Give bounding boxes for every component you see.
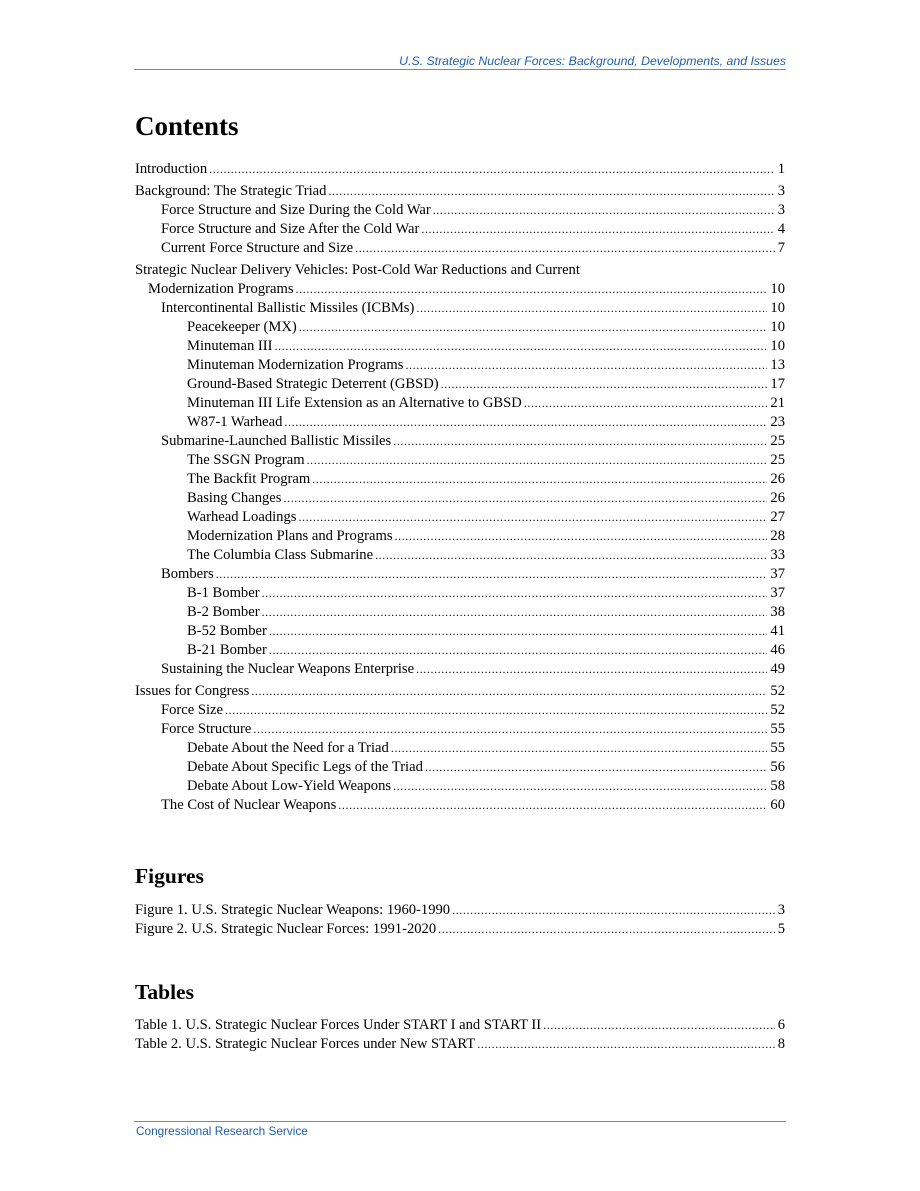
dot-leader	[425, 758, 768, 777]
contents-entry-title: The Cost of Nuclear Weapons	[161, 797, 337, 813]
contents-entry[interactable]	[135, 432, 785, 451]
contents-entry-page: 10	[770, 281, 785, 297]
figures-list	[135, 901, 785, 939]
contents-entry[interactable]	[135, 280, 785, 299]
contents-entry[interactable]	[135, 451, 785, 470]
contents-entry-page: 3	[777, 183, 785, 199]
tables-list	[135, 1016, 785, 1054]
contents-entry[interactable]	[135, 182, 785, 201]
contents-entry-page: 25	[770, 433, 785, 449]
figure-entry-page: 3	[777, 902, 785, 918]
contents-entry-page: 52	[770, 702, 785, 718]
contents-entry-title: Modernization Programs	[148, 281, 294, 297]
contents-entry[interactable]	[135, 239, 785, 258]
contents-entry[interactable]	[135, 720, 785, 739]
contents-entry[interactable]	[135, 299, 785, 318]
contents-entry[interactable]	[135, 489, 785, 508]
contents-entry-title: The Columbia Class Submarine	[187, 547, 374, 563]
contents-entry[interactable]	[135, 413, 785, 432]
dot-leader	[421, 220, 774, 239]
contents-entry[interactable]	[135, 337, 785, 356]
dot-leader	[209, 160, 775, 179]
dot-leader	[441, 375, 768, 394]
table-entry-page: 8	[777, 1036, 785, 1052]
footer-rule	[134, 1121, 786, 1122]
contents-entry-page: 10	[770, 338, 785, 354]
contents-entry-title: Debate About Low-Yield Weapons	[187, 778, 392, 794]
contents-entry-title: Warhead Loadings	[187, 509, 297, 525]
contents-entry-title: Bombers	[161, 566, 214, 582]
dot-leader	[438, 920, 775, 939]
contents-entry-page: 58	[770, 778, 785, 794]
contents-entry[interactable]	[135, 546, 785, 565]
contents-entry-page: 33	[770, 547, 785, 563]
contents-entry-page: 10	[770, 300, 785, 316]
dot-leader	[296, 280, 768, 299]
contents-entry-title: Basing Changes	[187, 490, 282, 506]
contents-entry-title: Submarine-Launched Ballistic Missiles	[161, 433, 392, 449]
contents-entry-page: 27	[770, 509, 785, 525]
contents-entry-title: Force Structure and Size During the Cold War	[161, 202, 431, 218]
contents-entry[interactable]	[135, 739, 785, 758]
dot-leader	[416, 660, 767, 679]
footer-source: Congressional Research Service	[136, 1124, 308, 1138]
dot-leader	[275, 337, 768, 356]
dot-leader	[543, 1016, 775, 1035]
contents-entry-page: 13	[770, 357, 785, 373]
contents-entry[interactable]	[135, 603, 785, 622]
header-rule	[134, 69, 786, 70]
contents-entry-page: 7	[777, 240, 785, 256]
dot-leader	[269, 641, 768, 660]
contents-entry-page: 25	[770, 452, 785, 468]
contents-entry-title: Force Structure	[161, 721, 252, 737]
contents-entry-title: The Backfit Program	[187, 471, 311, 487]
contents-entry-title: Modernization Plans and Programs	[187, 528, 393, 544]
contents-entry[interactable]	[135, 622, 785, 641]
dot-leader	[375, 546, 767, 565]
contents-entry-page: 56	[770, 759, 785, 775]
dot-leader	[262, 603, 768, 622]
dot-leader	[452, 901, 775, 920]
contents-entry-title: Minuteman Modernization Programs	[187, 357, 404, 373]
contents-entry[interactable]	[135, 641, 785, 660]
contents-entry-page: 4	[777, 221, 785, 237]
contents-entry[interactable]	[135, 220, 785, 239]
contents-entry[interactable]	[135, 701, 785, 720]
contents-list	[135, 160, 785, 815]
contents-entry[interactable]	[135, 394, 785, 413]
dot-leader	[477, 1035, 775, 1054]
dot-leader	[298, 508, 767, 527]
contents-entry-title: W87-1 Warhead	[187, 414, 283, 430]
contents-heading: Contents	[135, 111, 239, 141]
dot-leader	[524, 394, 768, 413]
contents-entry-page: 1	[777, 161, 785, 177]
dot-leader	[393, 777, 767, 796]
contents-entry[interactable]	[135, 777, 785, 796]
contents-entry-page: 55	[770, 721, 785, 737]
contents-entry[interactable]	[135, 660, 785, 679]
dot-leader	[312, 470, 767, 489]
contents-entry[interactable]	[135, 356, 785, 375]
figure-entry-title: Figure 1. U.S. Strategic Nuclear Weapons: 1960-1990	[135, 902, 451, 918]
contents-entry[interactable]	[135, 375, 785, 394]
contents-entry[interactable]	[135, 758, 785, 777]
dot-leader	[416, 299, 767, 318]
contents-entry-title: Force Size	[161, 702, 224, 718]
contents-entry-title: Sustaining the Nuclear Weapons Enterprise	[161, 661, 415, 677]
contents-entry[interactable]	[135, 201, 785, 220]
dot-leader	[391, 739, 768, 758]
dot-leader	[253, 720, 767, 739]
contents-entry-title: Issues for Congress	[135, 683, 250, 699]
contents-entry[interactable]	[135, 796, 785, 815]
running-header: U.S. Strategic Nuclear Forces: Background, Developments, and Issues	[399, 54, 786, 68]
contents-entry[interactable]	[135, 565, 785, 584]
dot-leader	[283, 489, 767, 508]
dot-leader	[395, 527, 768, 546]
contents-entry-title: Introduction	[135, 161, 208, 177]
contents-entry[interactable]	[135, 470, 785, 489]
contents-entry-page: 26	[770, 490, 785, 506]
tables-heading: Tables	[135, 980, 194, 1004]
table-entry[interactable]	[135, 1016, 785, 1035]
contents-entry-title: Ground-Based Strategic Deterrent (GBSD)	[187, 376, 439, 392]
contents-entry-title: Force Structure and Size After the Cold War	[161, 221, 420, 237]
contents-entry-page: 26	[770, 471, 785, 487]
contents-entry[interactable]	[135, 682, 785, 701]
figure-entry-page: 5	[777, 921, 785, 937]
contents-entry-page: 41	[770, 623, 785, 639]
contents-entry-title: The SSGN Program	[187, 452, 305, 468]
dot-leader	[262, 584, 768, 603]
dot-leader	[405, 356, 767, 375]
contents-entry-title-line[interactable]: Strategic Nuclear Delivery Vehicles: Post-Cold War Reductions and Current	[135, 262, 580, 278]
contents-entry[interactable]	[135, 318, 785, 337]
contents-entry-page: 60	[770, 797, 785, 813]
dot-leader	[251, 682, 767, 701]
dot-leader	[393, 432, 767, 451]
contents-entry-page: 52	[770, 683, 785, 699]
dot-leader	[355, 239, 775, 258]
contents-entry-title: B-21 Bomber	[187, 642, 267, 658]
table-entry[interactable]	[135, 1035, 785, 1054]
contents-entry-title: Minuteman III	[187, 338, 273, 354]
dot-leader	[225, 701, 767, 720]
dot-leader	[216, 565, 768, 584]
table-entry-title: Table 2. U.S. Strategic Nuclear Forces under New START	[135, 1036, 476, 1052]
contents-entry-title: Minuteman III Life Extension as an Alternative to GBSD	[187, 395, 522, 411]
contents-entry-title: Intercontinental Ballistic Missiles (ICBMs)	[161, 300, 415, 316]
dot-leader	[299, 318, 768, 337]
contents-entry[interactable]	[135, 584, 785, 603]
dot-leader	[328, 182, 774, 201]
contents-entry-title: Current Force Structure and Size	[161, 240, 354, 256]
contents-entry-page: 21	[770, 395, 785, 411]
contents-entry-page: 49	[770, 661, 785, 677]
contents-entry-title: B-52 Bomber	[187, 623, 267, 639]
contents-entry-page: 55	[770, 740, 785, 756]
contents-entry-page: 37	[770, 585, 785, 601]
dot-leader	[307, 451, 768, 470]
contents-entry-page: 46	[770, 642, 785, 658]
contents-entry-title: Peacekeeper (MX)	[187, 319, 297, 335]
contents-entry[interactable]	[135, 160, 785, 179]
dot-leader	[284, 413, 767, 432]
contents-entry-page: 10	[770, 319, 785, 335]
figures-heading: Figures	[135, 864, 204, 888]
figure-entry-title: Figure 2. U.S. Strategic Nuclear Forces: 1991-2020	[135, 921, 437, 937]
contents-entry-title: B-2 Bomber	[187, 604, 260, 620]
contents-entry-title: Debate About Specific Legs of the Triad	[187, 759, 423, 775]
figure-entry[interactable]	[135, 901, 785, 920]
contents-entry[interactable]	[135, 508, 785, 527]
dot-leader	[433, 201, 775, 220]
contents-entry-page: 17	[770, 376, 785, 392]
contents-entry-page: 38	[770, 604, 785, 620]
contents-entry[interactable]	[135, 527, 785, 546]
contents-entry-title: Debate About the Need for a Triad	[187, 740, 389, 756]
table-entry-title: Table 1. U.S. Strategic Nuclear Forces Under START I and START II	[135, 1017, 542, 1033]
contents-entry-page: 37	[770, 566, 785, 582]
contents-entry-page: 23	[770, 414, 785, 430]
figure-entry[interactable]	[135, 920, 785, 939]
contents-entry-title: B-1 Bomber	[187, 585, 260, 601]
table-entry-page: 6	[777, 1017, 785, 1033]
contents-entry-title: Background: The Strategic Triad	[135, 183, 327, 199]
contents-entry-page: 3	[777, 202, 785, 218]
dot-leader	[269, 622, 768, 641]
contents-entry-page: 28	[770, 528, 785, 544]
dot-leader	[338, 796, 767, 815]
